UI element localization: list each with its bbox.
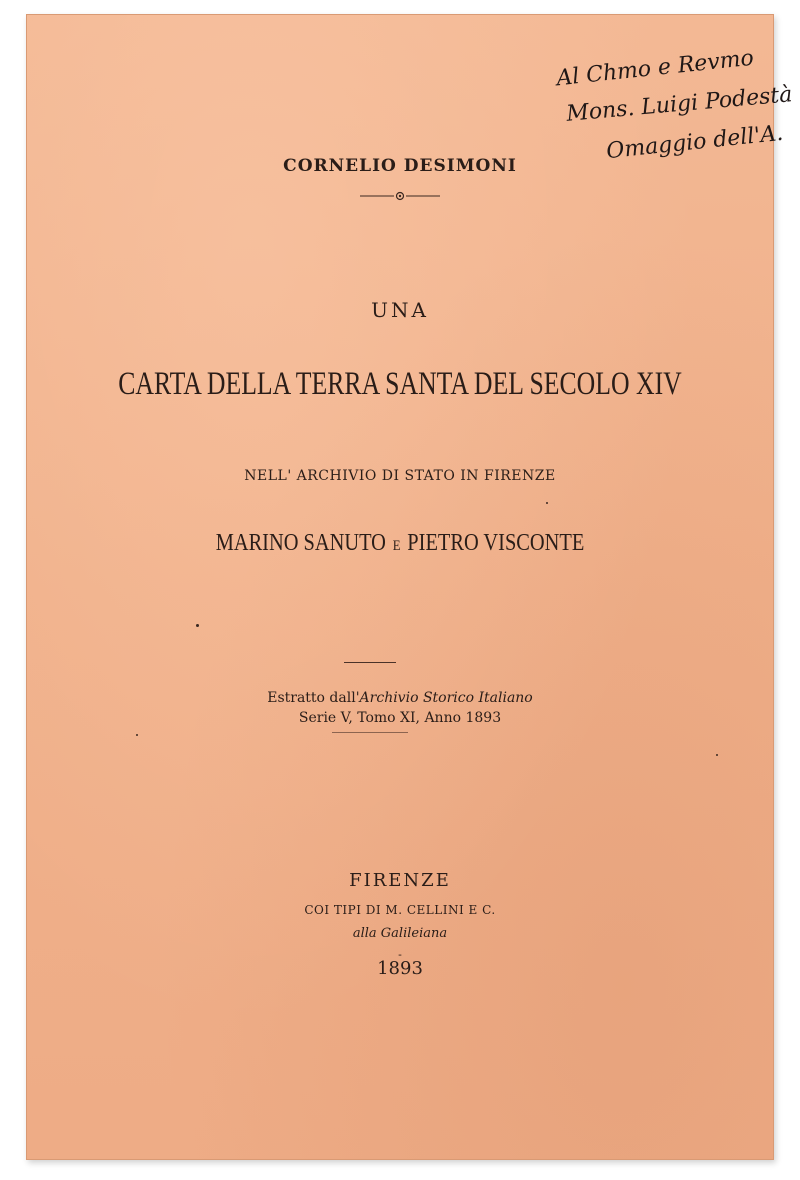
subject-second: PIETRO VISCONTE bbox=[407, 530, 585, 556]
paper-speck bbox=[196, 624, 199, 627]
inscription-line-1: Al Chmo e Revmo bbox=[555, 45, 755, 92]
extract-source: Archivio Storico Italiano bbox=[359, 690, 533, 706]
extract-line bbox=[26, 690, 774, 706]
imprint-press: alla Galileiana bbox=[352, 926, 448, 941]
ornament-divider-icon bbox=[26, 190, 774, 202]
subject-conjunction: E bbox=[392, 538, 401, 554]
pre-title: UNA bbox=[371, 298, 429, 322]
imprint-city: FIRENZE bbox=[349, 870, 451, 891]
divider-rule-top bbox=[344, 662, 396, 663]
archive-location: NELL' ARCHIVIO DI STATO IN FIRENZE bbox=[244, 468, 556, 484]
subjects-line bbox=[82, 530, 718, 557]
paper-speck bbox=[136, 734, 138, 736]
main-title: CARTA DELLA TERRA SANTA DEL SECOLO XIV bbox=[118, 366, 682, 402]
paper-speck bbox=[546, 502, 548, 504]
inscription-line-3: Omaggio dell'A. bbox=[605, 120, 785, 165]
imprint-dash: - bbox=[398, 948, 402, 961]
series-line: Serie V, Tomo XI, Anno 1893 bbox=[298, 710, 502, 726]
author-name: CORNELIO DESIMONI bbox=[283, 156, 517, 176]
imprint-year: 1893 bbox=[377, 958, 423, 979]
extract-prefix: Estratto dall' bbox=[267, 690, 360, 706]
paper-speck bbox=[716, 754, 718, 756]
subject-first: MARINO SANUTO bbox=[215, 530, 386, 556]
inscription-line-2: Mons. Luigi Podestà bbox=[565, 82, 794, 127]
imprint-printer: COI TIPI DI M. CELLINI E C. bbox=[304, 903, 496, 917]
divider-rule-bottom bbox=[332, 732, 408, 733]
document-page bbox=[26, 14, 794, 1160]
